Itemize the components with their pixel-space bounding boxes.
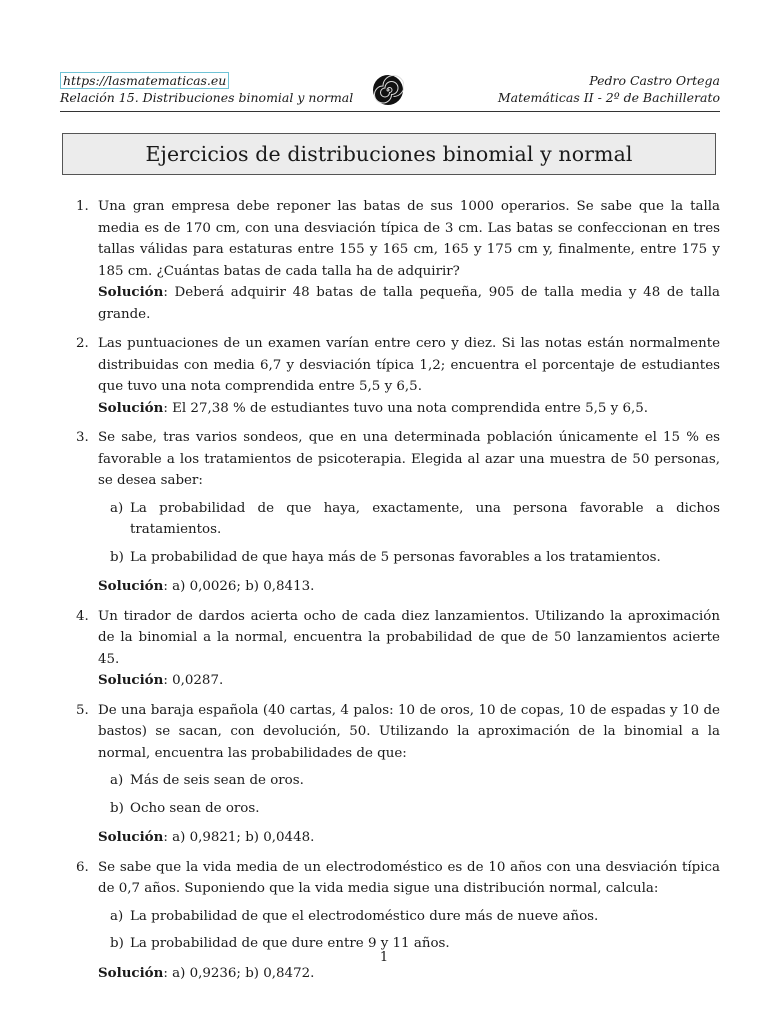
exercise-text: Un tirador de dardos acierta ocho de cada diez lanzamientos. Utilizando la aproximación de la binomial a la normal, encuentra la probabilidad de que de 50 lanzamientos acierte 45. [98,608,720,667]
solution-label: Solución [98,399,164,416]
sub-question: a) Más de seis sean de oros. [110,773,304,788]
exercise-5 [76,700,720,849]
exercise-solution: Solución: a) 0,9236; b) 0,8472. [98,964,315,981]
page-number: 1 [379,950,389,965]
site-link[interactable]: https://lasmatematicas.eu [60,72,229,89]
exercise-number: 1. [76,199,89,214]
exercise-number: 5. [76,702,89,718]
exercise-solution: Solución: a) 0,0026; b) 0,8413. [98,578,315,594]
sub-question: b) La probabilidad de que dure entre 9 y 11 años. [110,936,450,951]
sub-question: a) La probabilidad de que el electrodoméstico dure más de nueve años. [110,908,599,924]
exercise-4 [76,606,720,692]
spiral-logo-icon [372,74,404,106]
exercise-text: Se sabe, tras varios sondeos, que en una determinada población únicamente el 15 % es favorable a los tratamientos de psicoterapia. Elegida al azar una muestra de 50 personas, se desea saber: [98,430,720,488]
author-name: Pedro Castro Ortega [589,73,720,88]
sub-question: a) La probabilidad de que haya, exactamente, una persona favorable a dichos tratamientos. [110,500,720,537]
exercise-number: 3. [76,430,89,445]
exercise-solution: Solución: a) 0,9821; b) 0,0448. [98,829,315,845]
exercise-3 [76,427,720,598]
exercise-text: Las puntuaciones de un examen varían entre cero y diez. Si las notas están normalmente distribuidas con media 6,7 y desviación típica 1,2; encuentra el porcentaje de estudiantes que tuvo una nota comprendida entre 5,5 y 6,5. [98,336,720,394]
page-header [60,72,720,108]
solution-label: Solución [98,672,164,688]
exercise-list [76,196,720,992]
header-rule [60,111,720,112]
course-name: Matemáticas II - 2º de Bachillerato [497,90,720,105]
exercise-number: 4. [76,608,89,624]
exercise-text: De una baraja española (40 cartas, 4 palos: 10 de oros, 10 de copas, 10 de espadas y 10 de bastos) se sacan, con devolución, 50. Utilizando la aproximación de la binomial a la normal, encuentra las probabilidades de que: [98,702,720,761]
exercise-text: Una gran empresa debe reponer las batas de sus 1000 operarios. Se sabe que la talla media es de 170 cm, con una desviación típica de 3 cm. Las batas se confeccionan en tres tallas válidas para estaturas entre 155 y 165 cm, 165 y 175 cm y, finalmente, entre 175 y 185 cm. ¿Cuántas batas de cada talla ha de adquirir? [98,199,720,279]
header-left [60,72,353,106]
exercise-number: 6. [76,859,89,875]
sub-question-list [98,906,720,955]
sub-question-list [98,498,720,569]
exercise-1 [76,196,720,325]
header-right [498,72,720,106]
exercise-number: 2. [76,336,89,351]
solution-label: Solución [98,284,164,300]
exercise-solution: Solución: 0,0287. [98,672,224,688]
solution-label: Solución [98,829,164,845]
sub-question: b) La probabilidad de que haya más de 5 personas favorables a los tratamientos. [110,549,661,565]
exercise-solution: Solución: El 27,38 % de estudiantes tuvo una nota comprendida entre 5,5 y 6,5. [98,399,649,416]
exercise-solution: Solución: Deberá adquirir 48 batas de talla pequeña, 905 de talla media y 48 de talla grande. [98,284,720,322]
solution-label: Solución [98,578,164,594]
sub-question-list [98,770,720,819]
sub-question: b) Ocho sean de oros. [110,800,260,816]
document-title: Ejercicios de distribuciones binomial y normal [145,142,633,166]
document-title-box [62,133,716,175]
exercise-2 [76,333,720,419]
solution-label: Solución [98,964,164,981]
relation-title: Relación 15. Distribuciones binomial y normal [60,90,354,105]
exercise-text: Se sabe que la vida media de un electrodoméstico es de 10 años con una desviación típica de 0,7 años. Suponiendo que la vida media sigue una distribución normal, calcula: [98,859,720,896]
